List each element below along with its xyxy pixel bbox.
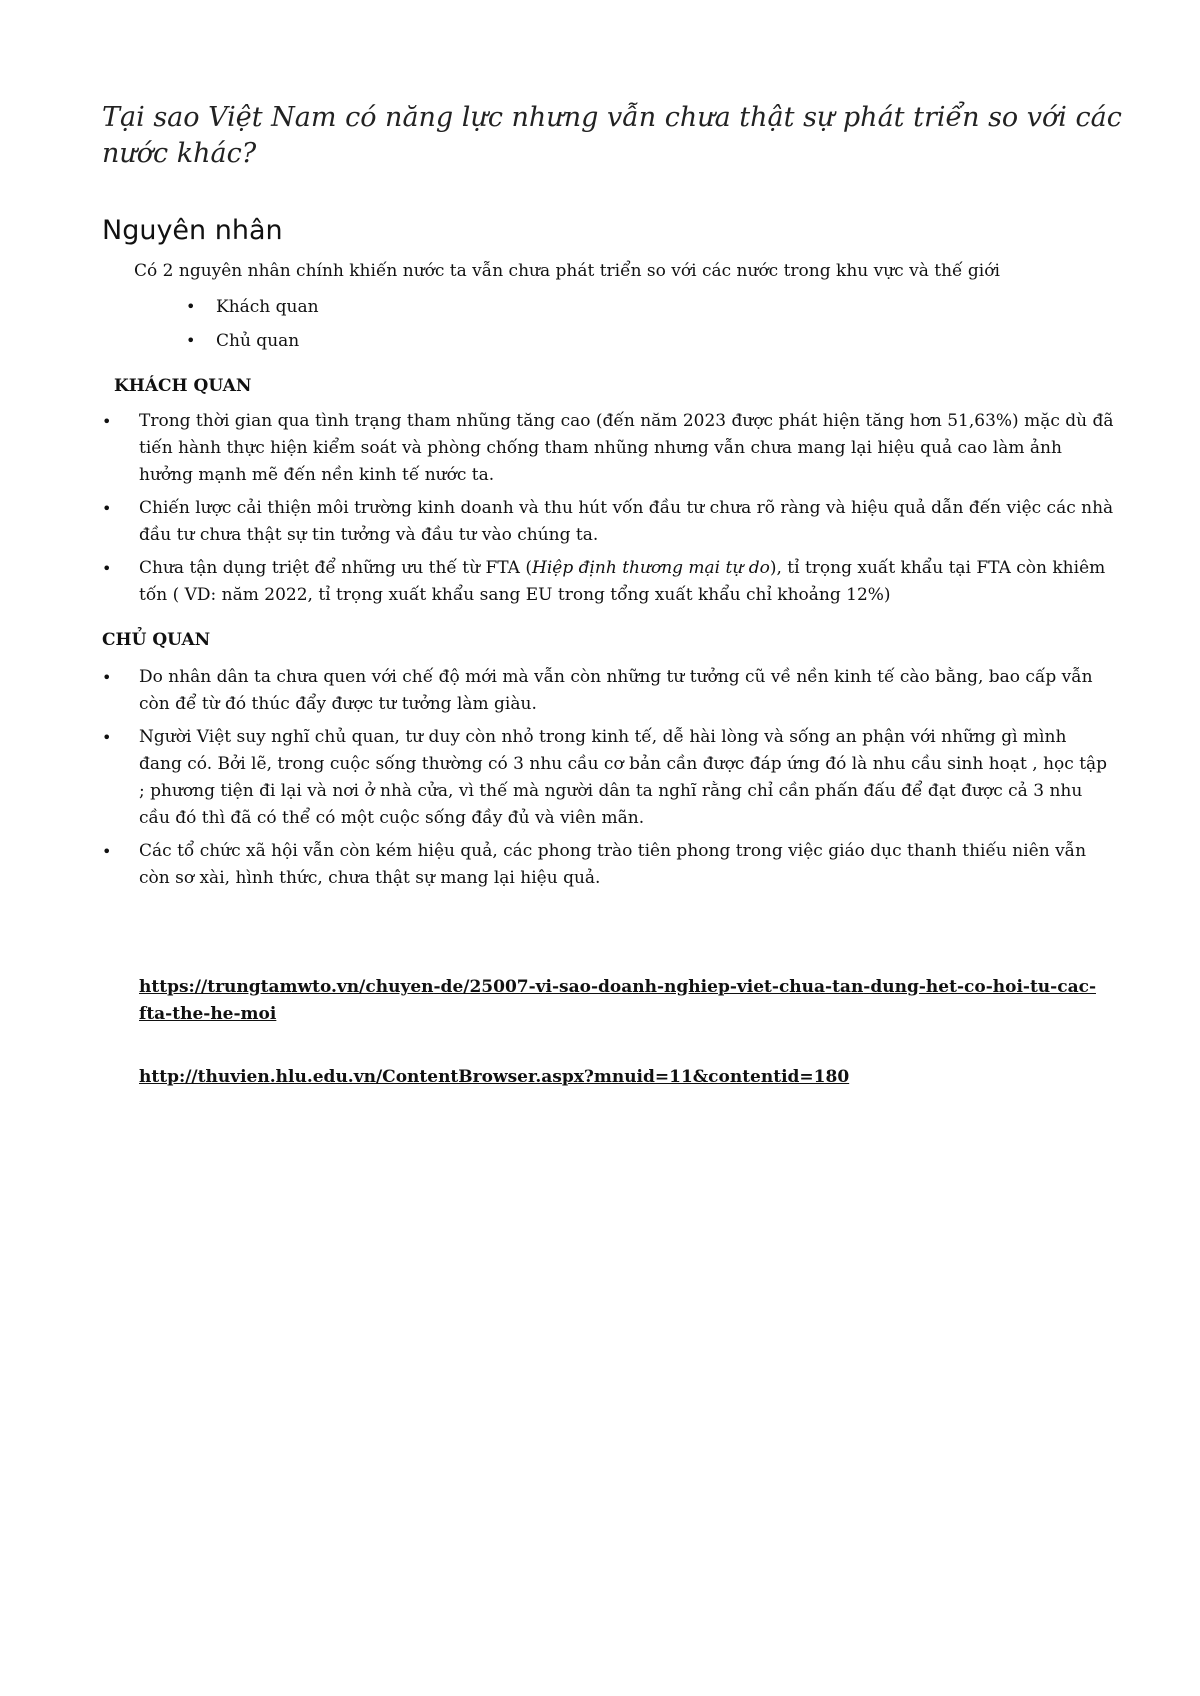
reference-links [139, 974, 1099, 1091]
document-title: Tại sao Việt Nam có năng lực nhưng vẫn chưa thật sự phát triển so với các nước khác? [102, 102, 1122, 169]
list-item: • Chiến lược cải thiện môi trường kinh doanh và thu hút vốn đầu tư chưa rõ ràng và hiệu quả dẫn đến việc các nhà đầu tư chưa thật sự tin tưởng và đầu tư vào chúng ta. [102, 495, 1114, 549]
subjective-bullet-list [102, 664, 1114, 898]
reference-link-trungtamwto[interactable]: https://trungtamwto.vn/chuyen-de/25007-vi-sao-doanh-nghiep-viet-chua-tan-dung-het-co-hoi-tu-cac-fta-the-he-moi [139, 977, 1096, 1024]
list-item: • Người Việt suy nghĩ chủ quan, tư duy còn nhỏ trong kinh tế, dễ hài lòng và sống an phận với những gì mình đang có. Bởi lẽ, trong cuộc sống thường có 3 nhu cầu cơ bản cần được đáp ứng đó là nhu cầu sinh hoạt , học tập ; phương tiện đi lại và nơi ở nhà cửa, vì thế mà người dân ta nghĩ rằng chỉ cần phấn đấu để đạt được cả 3 nhu cầu đó thì đã có thể có một cuộc sống đầy đủ và viên mãn. [102, 724, 1114, 832]
intro-list [186, 290, 319, 358]
objective-bullet-list [102, 408, 1114, 615]
section-title-objective: KHÁCH QUAN [114, 376, 252, 396]
list-item: • Do nhân dân ta chưa quen với chế độ mới mà vẫn còn những tư tưởng cũ về nền kinh tế cào bằng, bao cấp vẫn còn để từ đó thúc đẩy được tư tưởng làm giàu. [102, 664, 1114, 718]
list-item: • Khách quan [186, 290, 319, 324]
item-text: Chưa tận dụng triệt để những ưu thế từ FTA ( [139, 558, 532, 578]
list-item: • Các tổ chức xã hội vẫn còn kém hiệu quả, các phong trào tiên phong trong việc giáo dục thanh thiếu niên vẫn còn sơ xài, hình thức, chưa thật sự mang lại hiệu quả. [102, 838, 1114, 892]
intro-paragraph: Có 2 nguyên nhân chính khiến nước ta vẫn chưa phát triển so với các nước trong khu vực và thế giới [134, 261, 1000, 281]
item-text: ), tỉ trọng xuất khẩu tại FTA còn khiêm tốn ( VD: năm 2022, tỉ trọng xuất khẩu sang EU trong tổng xuất khẩu chỉ khoảng 12%) [139, 558, 1106, 605]
section-title-subjective: CHỦ QUAN [102, 630, 211, 650]
reference-link-thuvien[interactable]: http://thuvien.hlu.edu.vn/ContentBrowser.aspx?mnuid=11&contentid=180 [139, 1067, 850, 1087]
list-item: • Chủ quan [186, 324, 319, 358]
list-item [102, 555, 1114, 609]
item-italic-text: Hiệp định thương mại tự do [532, 558, 770, 578]
section-heading-causes: Nguyên nhân [102, 215, 283, 246]
list-item: • Trong thời gian qua tình trạng tham nhũng tăng cao (đến năm 2023 được phát hiện tăng hơn 51,63%) mặc dù đã tiến hành thực hiện kiểm soát và phòng chống tham nhũng nhưng vẫn chưa mang lại hiệu quả cao làm ảnh hưởng mạnh mẽ đến nền kinh tế nước ta. [102, 408, 1114, 489]
